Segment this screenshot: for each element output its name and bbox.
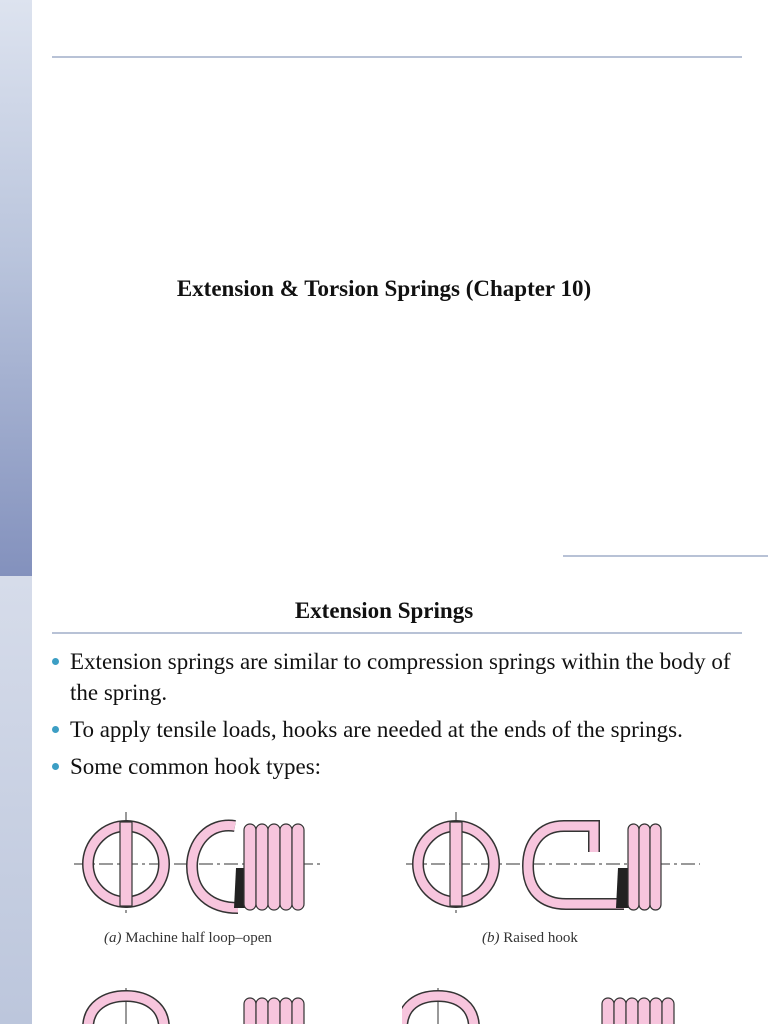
spring-coils [628,824,661,910]
bullet-item: Extension springs are similar to compression springs within the body of the spring. [52,646,742,708]
bullet-dot-icon [52,763,59,770]
heading-rule [52,632,742,634]
bullet-item: To apply tensile loads, hooks are needed at the ends of the springs. [52,714,742,745]
bullet-dot-icon [52,726,59,733]
top-rule [52,56,742,58]
slide-title: Extension & Torsion Springs (Chapter 10) [176,276,592,301]
bullet-item: Some common hook types: [52,751,742,782]
slide-heading: Extension Springs [294,598,474,623]
bullet-list [52,646,742,788]
hook-figure-c-partial [70,988,330,1024]
hook-figure-b [402,812,702,932]
hook-figure-d-partial [402,988,702,1024]
figure-a-caption: (a) Machine half loop–open [104,930,272,946]
figure-b-caption: (b) Raised hook [482,930,578,946]
hook-figure-a [70,812,330,932]
bullet-dot-icon [52,658,59,665]
content-slide [0,576,768,1024]
bottom-rule [563,555,768,557]
slide-side-bar [0,576,32,1024]
spring-coils [244,824,304,910]
